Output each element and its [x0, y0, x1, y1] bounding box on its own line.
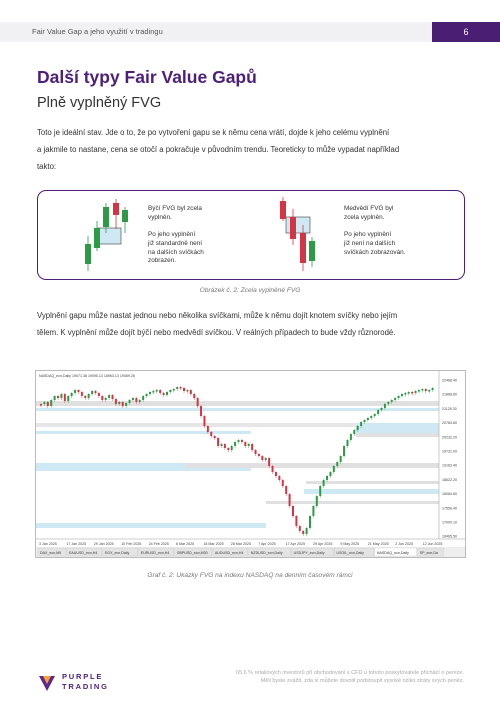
text-line: svíčkách zobrazován.	[344, 248, 406, 256]
chart-candle	[241, 440, 243, 442]
date-axis-label: 29 Apr 2025	[313, 542, 333, 546]
bear-fvg-title	[344, 205, 393, 223]
chart-candle	[139, 400, 141, 402]
chart-candle	[346, 440, 348, 446]
bull-candle	[94, 228, 100, 248]
chart-candle	[401, 394, 403, 396]
chart-tab-label: DAX_ecn,M5	[40, 551, 62, 555]
paragraph-line: Vyplnění gapu může nastat jednou nebo několika svíčkami, může k němu dojít knotem svíčky nebo jejím	[37, 311, 398, 320]
chart-candle	[268, 458, 270, 466]
fvg-zone	[36, 401, 439, 406]
chart-candle	[214, 436, 216, 438]
chart-candle	[91, 391, 93, 394]
chart-candle	[159, 390, 161, 393]
chart-candle	[43, 402, 45, 404]
chart-tab-label: AUDUSD_ecn,H4	[214, 551, 244, 555]
chart-candle	[292, 506, 294, 516]
date-axis-label: 29 Jan 2025	[93, 542, 114, 546]
chart-candle	[343, 446, 345, 456]
price-axis-label: 21125.30	[442, 406, 457, 411]
chart-candle	[289, 494, 291, 506]
bear-candle	[290, 217, 296, 239]
chart-candle	[197, 398, 199, 406]
date-axis-label: 6 Mar 2025	[176, 542, 195, 546]
date-axis-label: 3 Jan 2025	[39, 542, 57, 546]
paragraph-line: a jakmile to nastane, cena se otočí a pokračuje v původním trendu. Teoreticky to může vypadat například	[37, 145, 400, 154]
price-axis-label: 17000.10	[442, 520, 457, 525]
chart-candle	[166, 392, 168, 395]
chart-candle	[316, 496, 318, 506]
date-axis-label: 7 Apr 2025	[258, 542, 276, 546]
chart-candle	[411, 392, 413, 394]
chart-candle	[180, 387, 182, 389]
chart-candle	[374, 414, 376, 416]
chart-candle	[220, 444, 222, 446]
date-axis-label: 21 May 2025	[367, 542, 389, 546]
chart-tab-label: USDJPY_ecn,Daily	[293, 551, 325, 555]
chart-candle	[152, 391, 154, 393]
chart-candle	[101, 396, 103, 400]
chart-candle	[203, 416, 205, 426]
paragraph-line: takto:	[37, 162, 57, 171]
chart-caption: Graf č. 2: Ukázky FVG na indexu NASDAQ na denním časovém rámci	[147, 572, 353, 579]
chart-tab-label: USOIL_ecn,Daily	[336, 551, 364, 555]
chart-candle	[319, 486, 321, 496]
price-axis-label: 17556.40	[442, 506, 457, 511]
chart-candle	[105, 398, 107, 400]
date-axis-label: 17 Apr 2025	[285, 542, 305, 546]
chart-candle	[156, 390, 158, 392]
chart-candle	[381, 408, 383, 410]
chart-candle	[323, 480, 325, 486]
price-axis-label: 20232.20	[442, 435, 457, 440]
chart-candle	[265, 458, 267, 460]
chart-candle	[251, 444, 253, 450]
chart-candle	[421, 389, 423, 391]
price-axis-label: 19163.40	[442, 463, 457, 468]
price-axis-label: 22468.40	[442, 378, 457, 383]
paragraph-1	[37, 124, 467, 175]
chart-candle	[210, 432, 212, 436]
chart-candle	[77, 390, 79, 392]
chart-candle	[176, 387, 178, 389]
date-axis-label: 9 May 2025	[340, 542, 360, 546]
chart-candle	[238, 440, 240, 442]
chart-candle	[54, 396, 56, 400]
chart-candle	[149, 392, 151, 394]
paragraph-line: tělem. K vyplnění může dojít býčí nebo medvědí svíčkou. V reálných případech to bude vždy různorodé.	[37, 328, 396, 337]
chart-candle	[200, 406, 202, 416]
chart-candle	[224, 444, 226, 448]
chart-candle	[408, 392, 410, 394]
chart-candle	[404, 393, 406, 395]
header-title: Fair Value Gap a jeho využití v tradingu	[32, 27, 163, 36]
chart-candle	[244, 442, 246, 446]
chart-candle	[312, 506, 314, 516]
fvg-zone	[356, 433, 439, 437]
bull-candle	[103, 207, 109, 227]
chart-candle	[183, 388, 185, 391]
fvg-zone	[306, 481, 439, 484]
chart-candle	[50, 400, 52, 406]
chart-candle	[282, 480, 284, 486]
price-axis-label: 18622.20	[442, 477, 457, 482]
chart-candle	[333, 466, 335, 472]
text-line: Po jeho vyplnění	[148, 231, 196, 238]
chart-candle	[217, 438, 219, 446]
bull-fvg-zone	[98, 228, 121, 244]
chart-candle	[227, 448, 229, 450]
chart-candle	[125, 403, 127, 406]
chart-tab-label: EAUUSD_ecn,H4	[69, 551, 98, 555]
chart-candle	[299, 526, 301, 531]
chart-candle	[122, 402, 124, 406]
figure-caption: Obrázek č. 2: Zcela vyplněné FVG	[199, 287, 301, 294]
chart-candle	[353, 430, 355, 434]
text-line: Po jeho vyplnění	[344, 231, 392, 238]
date-axis-label: 12 Jun 2025	[422, 542, 443, 546]
chart-candle	[60, 394, 62, 398]
chart-candle	[302, 531, 304, 534]
chart-candle	[64, 394, 66, 401]
chart-tab-label: GBPUSD_ecn,M30	[176, 551, 208, 555]
chart-candle	[258, 454, 260, 456]
bear-candle	[280, 201, 286, 219]
chart-candle	[418, 390, 420, 392]
chart-candle	[370, 416, 372, 418]
text-line: vyplněn.	[148, 213, 172, 221]
chart-candle	[57, 396, 59, 398]
text-line: zcela vyplněn.	[344, 213, 385, 221]
chart-candle	[129, 400, 131, 403]
chart-candle	[234, 442, 236, 446]
date-axis-label: 18 Mar 2025	[203, 542, 224, 546]
chart-candle	[231, 446, 233, 450]
chart-candle	[67, 396, 69, 401]
chart-candle	[336, 462, 338, 466]
chart-candle	[425, 389, 427, 391]
chart-candle	[94, 391, 96, 393]
chart-candle	[272, 466, 274, 472]
chart-candle	[132, 398, 134, 400]
chart-candle	[142, 396, 144, 400]
chart-candle	[88, 394, 90, 398]
price-axis-label: 20783.60	[442, 421, 457, 426]
nasdaq-chart	[35, 370, 466, 558]
date-axis-label: 2 Jun 2025	[395, 542, 413, 546]
chart-candle	[384, 404, 386, 408]
price-axis-label: 18084.60	[442, 492, 457, 497]
chart-candle	[84, 396, 86, 398]
chart-candle	[248, 444, 250, 446]
bull-candle	[85, 244, 91, 264]
chart-candle	[377, 410, 379, 414]
page-header	[0, 22, 500, 42]
chart-candle	[306, 528, 308, 534]
paragraph-2	[37, 307, 467, 341]
chart-candle	[432, 388, 434, 390]
chart-tab-label: NASDAQ_ecn,Daily	[376, 551, 409, 555]
text-line: již standardně není	[148, 239, 203, 247]
risk-disclaimer	[194, 669, 464, 685]
chart-candle	[326, 476, 328, 480]
chart-candle	[340, 456, 342, 462]
chart-candle	[329, 472, 331, 476]
chart-candle	[112, 395, 114, 399]
chart-candle	[357, 426, 359, 430]
chart-candle	[118, 402, 120, 404]
chart-tab-label: NZDUSD_ecn,Daily	[250, 551, 283, 555]
chart-candle	[350, 434, 352, 440]
date-axis-label: 24 Feb 2025	[148, 542, 169, 546]
chart-candle	[146, 394, 148, 396]
chart-candle	[295, 516, 297, 526]
bear-fvg-note	[344, 231, 405, 257]
chart-candle	[81, 392, 83, 396]
text-line: zobrazen.	[148, 257, 177, 265]
price-axis-label: 21868.60	[442, 392, 457, 397]
chart-candle	[285, 486, 287, 494]
chart-candle	[207, 426, 209, 432]
chart-candle	[398, 396, 400, 398]
text-line: Medvědí FVG byl	[344, 205, 394, 212]
bear-fvg-zone	[286, 217, 310, 233]
date-axis-label: 17 Jan 2025	[66, 542, 87, 546]
chart-candle	[394, 398, 396, 400]
fvg-zone	[356, 423, 439, 433]
text-line: 65,6 % retailových investorů při obchodování s CFD u tohoto poskytovatele přichází o peníze.	[235, 670, 464, 676]
logo-icon	[38, 674, 56, 692]
chart-candle	[108, 395, 110, 398]
bull-fvg-note	[148, 231, 204, 266]
chart-candle	[135, 398, 137, 402]
bear-candle	[113, 203, 119, 215]
text-line: Měli byste zvážit, zda si můžete dovolit podstoupit vysoké riziko ztráty svých peněz.	[260, 678, 464, 684]
chart-candle	[163, 393, 165, 395]
nasdaq-chart-canvas	[36, 371, 465, 557]
chart-candle	[309, 516, 311, 528]
bull-candle	[309, 241, 315, 261]
chart-header-text: NASDAQ_ecn,Daily 19071.38 19095.13 18963.13 19089.26	[39, 374, 135, 378]
text-line: na dalších svíčkách	[148, 248, 204, 256]
section-subheading: Plně vyplněný FVG	[37, 95, 162, 111]
text-line: již není na dalších	[344, 239, 396, 247]
paragraph-line: Toto je ideální stav. Jde o to, že po vytvoření gapu se k němu cena vrátí, dojde k jeho celému vyplnění	[37, 128, 390, 137]
date-axis-label: 10 Feb 2025	[121, 542, 142, 546]
fvg-zone	[36, 523, 266, 528]
chart-candle	[190, 390, 192, 394]
fvg-illustration-box	[37, 190, 465, 280]
chart-candle	[360, 422, 362, 426]
chart-candle	[71, 393, 73, 396]
chart-tab-label: EGX_ecn,Daily	[104, 551, 130, 555]
chart-tab-label: SP_ecn,Da	[419, 551, 438, 555]
fvg-zone	[36, 431, 251, 434]
chart-candle	[40, 404, 42, 406]
chart-candle	[186, 390, 188, 392]
text-line: Býčí FVG byl zcela	[148, 205, 202, 212]
fvg-zone	[266, 501, 439, 504]
bear-candle	[300, 233, 306, 263]
chart-candle	[98, 393, 100, 396]
chart-tab-label: EURUSD_ecn,H4	[140, 551, 170, 555]
chart-candle	[278, 476, 280, 480]
fvg-zone	[186, 463, 439, 468]
chart-candle	[363, 420, 365, 422]
chart-candle	[255, 450, 257, 454]
logo-text-2: TRADING	[62, 682, 109, 691]
price-axis-label: 16465.50	[442, 534, 457, 539]
bull-candle	[122, 210, 128, 222]
chart-candle	[193, 394, 195, 398]
date-axis-label: 28 Mar 2025	[230, 542, 251, 546]
chart-candle	[261, 456, 263, 460]
chart-candle	[169, 390, 171, 392]
chart-candle	[47, 402, 49, 406]
chart-candle	[115, 399, 117, 404]
chart-candle	[415, 391, 417, 393]
fvg-zone	[304, 489, 439, 494]
price-axis-label: 19731.00	[442, 449, 457, 454]
chart-candle	[367, 418, 369, 420]
bull-fvg-title	[148, 205, 202, 223]
chart-candle	[173, 389, 175, 391]
chart-candle	[275, 472, 277, 476]
chart-candle	[387, 402, 389, 404]
chart-candle	[428, 390, 430, 392]
logo-text-1: PURPLE	[62, 672, 104, 681]
chart-candle	[74, 390, 76, 393]
chart-candle	[391, 400, 393, 402]
page-number: 6	[432, 22, 500, 42]
section-heading: Další typy Fair Value Gapů	[37, 67, 257, 87]
